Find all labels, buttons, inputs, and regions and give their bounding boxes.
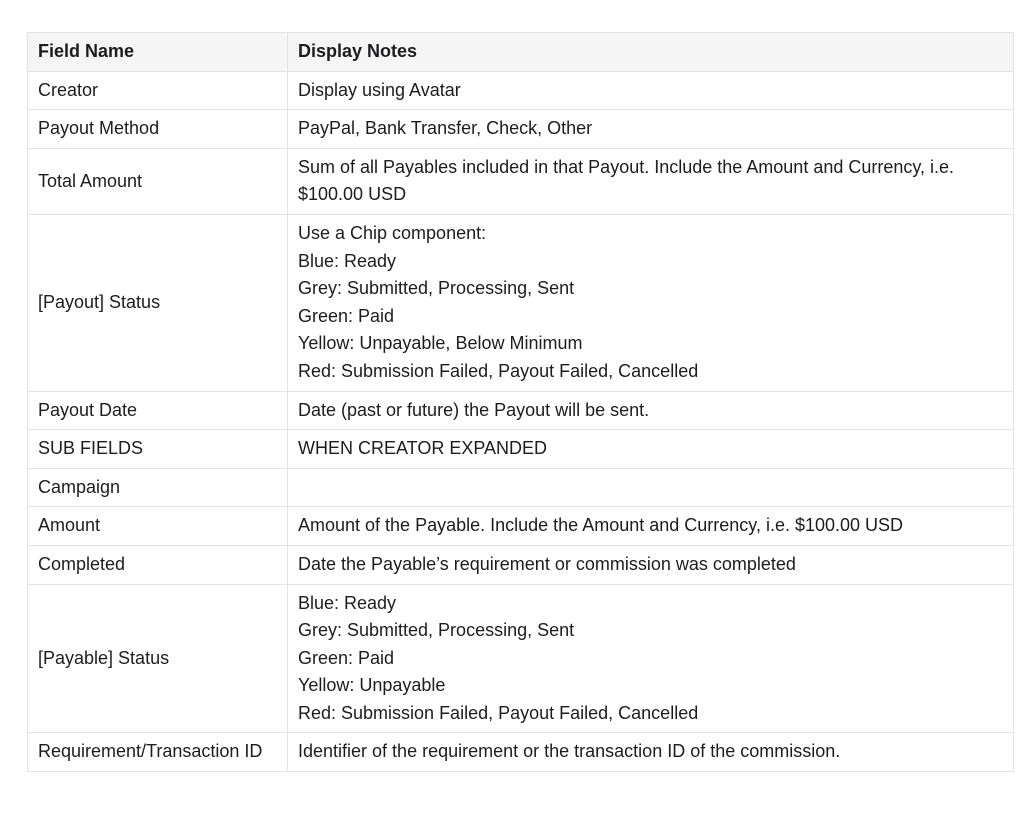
display-notes-line: Red: Submission Failed, Payout Failed, Cancelled (298, 360, 699, 381)
display-notes-line: Blue: Ready (298, 592, 397, 613)
table-row (28, 110, 1014, 149)
display-notes-cell (288, 507, 1014, 546)
display-notes-cell (288, 430, 1014, 469)
display-notes-cell (288, 584, 1014, 733)
display-notes-cell (288, 214, 1014, 391)
field-name-cell: Requirement/Transaction ID (28, 733, 288, 772)
table-row (28, 507, 1014, 546)
field-name-cell: Amount (28, 507, 288, 546)
table-row (28, 71, 1014, 110)
table-row (28, 214, 1014, 391)
field-name-cell: [Payout] Status (28, 214, 288, 391)
table-row (28, 430, 1014, 469)
table-body (28, 71, 1014, 771)
display-notes-line: Use a Chip component: (298, 222, 487, 243)
display-notes-line: Green: Paid (298, 647, 395, 668)
display-notes-line: Grey: Submitted, Processing, Sent (298, 278, 575, 299)
table-header-row (28, 33, 1014, 72)
display-notes-line: Yellow: Unpayable (298, 675, 446, 696)
field-name-cell: SUB FIELDS (28, 430, 288, 469)
field-name-cell: Total Amount (28, 148, 288, 214)
display-notes-cell (288, 71, 1014, 110)
display-notes-line: Grey: Submitted, Processing, Sent (298, 620, 575, 641)
display-notes-cell (288, 391, 1014, 430)
display-notes-line: Green: Paid (298, 305, 395, 326)
field-name-cell: Payout Date (28, 391, 288, 430)
table-row (28, 468, 1014, 507)
table-row (28, 733, 1014, 772)
display-notes-line: Red: Submission Failed, Payout Failed, Cancelled (298, 702, 699, 723)
display-notes-line: WHEN CREATOR EXPANDED (298, 438, 548, 459)
table-row (28, 391, 1014, 430)
field-name-cell: [Payable] Status (28, 584, 288, 733)
display-notes-line: PayPal, Bank Transfer, Check, Other (298, 118, 593, 139)
display-notes-line: Date (past or future) the Payout will be sent. (298, 399, 650, 420)
display-notes-line: Display using Avatar (298, 79, 461, 100)
field-name-cell: Creator (28, 71, 288, 110)
display-notes-cell (288, 148, 1014, 214)
display-notes-line: Blue: Ready (298, 250, 397, 271)
display-notes-line: Identifier of the requirement or the transaction ID of the commission. (298, 741, 841, 762)
table-row (28, 545, 1014, 584)
header-field-name: Field Name (28, 33, 288, 72)
display-notes-cell (288, 545, 1014, 584)
table-row (28, 148, 1014, 214)
display-notes-line: Sum of all Payables included in that Payout. Include the Amount and Currency, i.e. $100.00 USD (298, 156, 955, 205)
table-row (28, 584, 1014, 733)
field-name-cell: Payout Method (28, 110, 288, 149)
field-name-cell: Completed (28, 545, 288, 584)
header-display-notes: Display Notes (288, 33, 1014, 72)
display-notes-cell (288, 733, 1014, 772)
display-notes-cell (288, 110, 1014, 149)
display-notes-line: Amount of the Payable. Include the Amount and Currency, i.e. $100.00 USD (298, 515, 904, 536)
display-notes-cell (288, 468, 1014, 507)
field-spec-table (27, 32, 1014, 772)
display-notes-line: Date the Payable’s requirement or commission was completed (298, 553, 796, 574)
display-notes-line: Yellow: Unpayable, Below Minimum (298, 333, 583, 354)
field-name-cell: Campaign (28, 468, 288, 507)
